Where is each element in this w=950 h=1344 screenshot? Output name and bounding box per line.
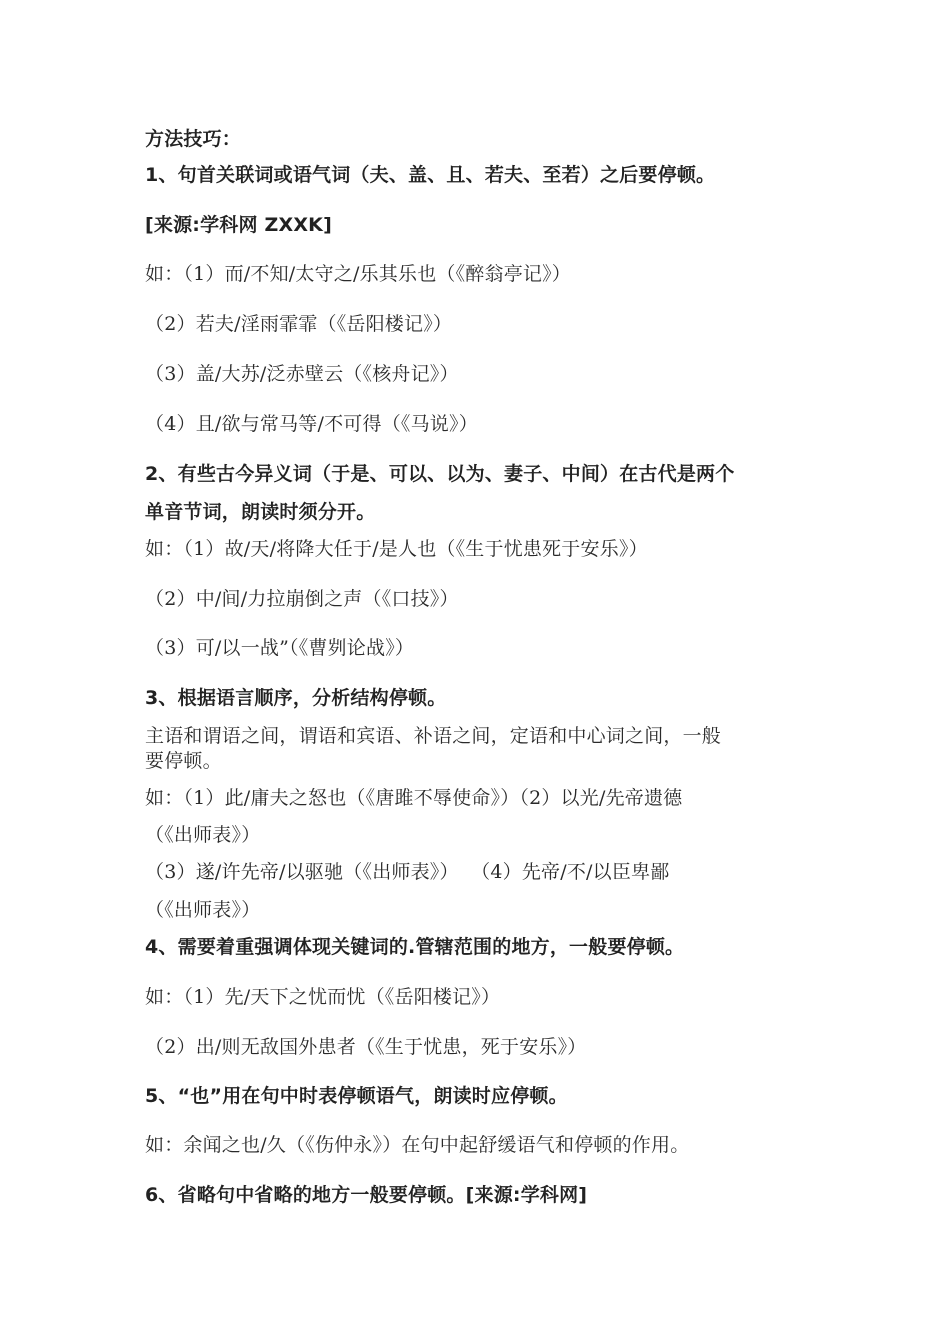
description-3-line-2: 要停顿。 — [145, 750, 222, 772]
example-2-2: （2）中/间/力拉崩倒之声（《口技》） — [145, 588, 459, 610]
example-3-1: 如：（1）此/庸夫之怒也（《唐雎不辱使命》）（2）以光/先帝遗德 — [145, 787, 683, 809]
example-4-2: （2）出/则无敌国外患者（《生于忧患，死于安乐》） — [145, 1036, 587, 1058]
example-1-4: （4）且/欲与常马等/不可得（《马说》） — [145, 413, 478, 435]
rule-4: 4、需要着重强调体现关键词的.管辖范围的地方，一般要停顿。 — [145, 936, 685, 958]
rule-3: 3、根据语言顺序，分析结构停顿。 — [145, 687, 447, 709]
rule-6: 6、省略句中省略的地方一般要停顿。[来源:学科网] — [145, 1184, 588, 1206]
example-4-1: 如：（1）先/天下之忧而忧（《岳阳楼记》） — [145, 986, 501, 1008]
example-1-1: 如：（1）而/不知/太守之/乐其乐也（《醉翁亭记》） — [145, 263, 571, 285]
example-1-3: （3）盖/大苏/泛赤壁云（《核舟记》） — [145, 363, 459, 385]
example-3-1-source: （《出师表》） — [145, 824, 261, 846]
rule-2-line-2: 单音节词，朗读时须分开。 — [145, 501, 376, 523]
section-heading: 方法技巧： — [145, 128, 242, 150]
source-note-1: [来源:学科网 ZXXK] — [145, 214, 332, 236]
example-3-2-source: （《出师表》） — [145, 899, 261, 921]
example-1-2: （2）若夫/淫雨霏霏（《岳阳楼记》） — [145, 313, 453, 335]
example-5-1: 如：余闻之也/久（《伤仲永》）在句中起舒缓语气和停顿的作用。 — [145, 1134, 690, 1156]
example-3-2: （3）遂/许先帝/以驱驰（《出师表》） （4）先帝/不/以臣卑鄙 — [145, 861, 670, 883]
rule-5: 5、“也”用在句中时表停顿语气，朗读时应停顿。 — [145, 1085, 568, 1107]
rule-2-line-1: 2、有些古今异义词（于是、可以、以为、妻子、中间）在古代是两个 — [145, 463, 735, 485]
description-3-line-1: 主语和谓语之间，谓语和宾语、补语之间，定语和中心词之间，一般 — [145, 725, 722, 747]
example-2-1: 如：（1）故/天/将降大任于/是人也（《生于忧患死于安乐》） — [145, 538, 648, 560]
rule-1: 1、句首关联词或语气词（夫、盖、且、若夫、至若）之后要停顿。 — [145, 164, 716, 186]
example-2-3: （3）可/以一战”（《曹刿论战》） — [145, 637, 415, 659]
